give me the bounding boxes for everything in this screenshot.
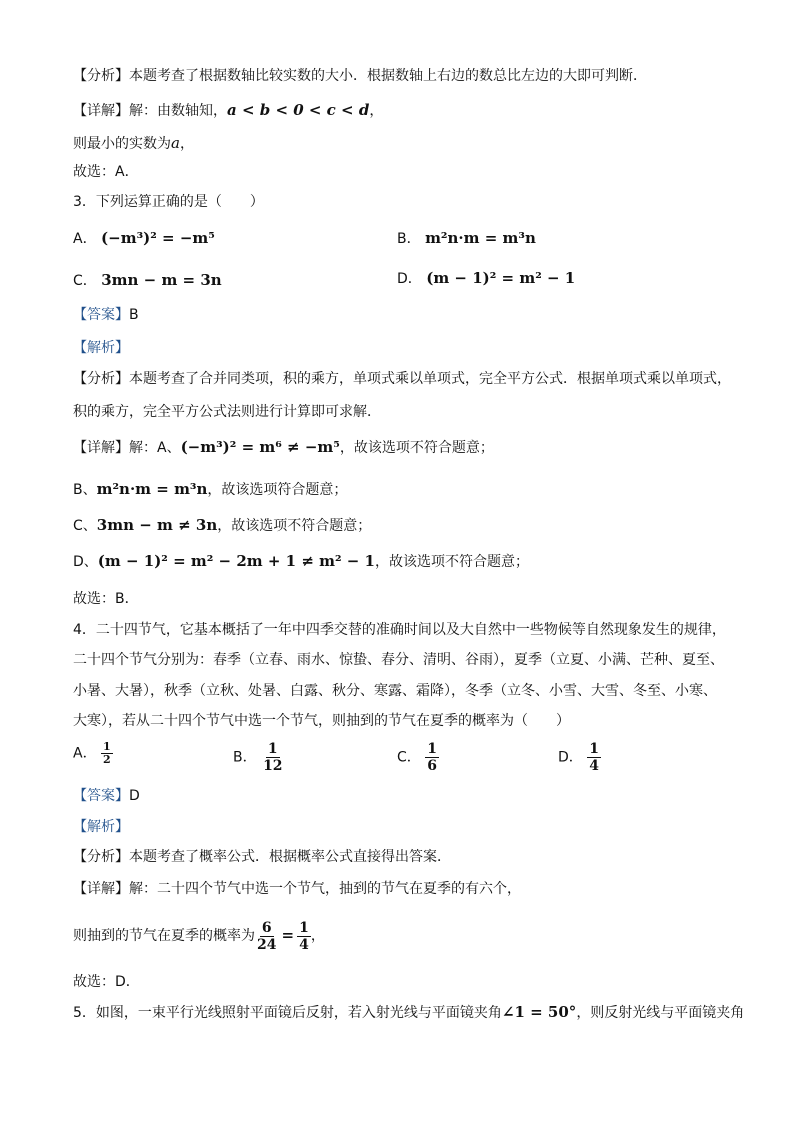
analysis-tag: 【分析】 — [73, 849, 129, 865]
detail-text: 解：A、 — [129, 440, 181, 456]
q4-answer — [73, 786, 140, 806]
answer-tag: 【答案】 — [73, 307, 129, 323]
q2-min-line — [73, 133, 194, 154]
q4-stem-2: 二十四个节气分别为：春季（立春、雨水、惊蛰、春分、清明、谷雨），夏季（立夏、小满、芒种、夏至、 — [73, 652, 724, 668]
analysis-tag: 【分析】 — [73, 371, 129, 387]
q4-detail-2 — [73, 915, 325, 956]
q2-conclusion: 故选：A． — [73, 164, 139, 180]
frac-den: 2 — [103, 753, 111, 766]
frac-den: 4 — [299, 936, 309, 953]
fraction — [425, 741, 439, 774]
q4-conclusion: 故选：D． — [73, 974, 140, 990]
frac-den: 4 — [589, 758, 599, 774]
q3-option-c — [73, 270, 222, 291]
option-label: C． — [397, 749, 421, 766]
q4-option-d — [558, 741, 601, 774]
detail-tag: 【详解】 — [73, 440, 129, 456]
fraction — [255, 920, 278, 953]
frac-num: 1 — [267, 741, 278, 757]
frac-num: 1 — [427, 741, 437, 757]
q3-option-a — [73, 228, 215, 249]
q4-detail-1 — [73, 879, 521, 899]
detail-math: (−m³)² = m⁶ ≠ −m⁵ — [180, 438, 340, 456]
detail-tag: 【详解】 — [73, 881, 129, 897]
fraction — [261, 741, 284, 774]
frac-den: 6 — [427, 758, 437, 774]
fraction — [587, 741, 601, 774]
q3-conclusion: 故选：B． — [73, 591, 139, 607]
q3-detail-b — [73, 479, 347, 500]
q2-analysis-line — [73, 66, 647, 86]
detail-text: D、 — [73, 554, 98, 570]
q4-analysis — [73, 847, 451, 867]
detail-text: ，故该选项不符合题意； — [217, 518, 372, 534]
analysis-text: 本题考查了概率公式．根据概率公式直接得出答案． — [129, 849, 451, 865]
answer-value: B — [129, 307, 139, 323]
fraction — [101, 741, 113, 766]
analysis-tag: 【分析】 — [73, 68, 129, 84]
inequality-math: a < b < 0 < c < d — [227, 101, 370, 119]
stem-text: ，则反射光线与平面镜夹角 — [576, 1005, 745, 1021]
punct: ， — [369, 103, 384, 119]
detail-math: 3mn − m ≠ 3n — [96, 516, 218, 534]
q3-detail-c — [73, 515, 371, 536]
stem-text: 5．如图，一束平行光线照射平面镜后反射，若入射光线与平面镜夹角 — [73, 1005, 502, 1021]
option-label: B． — [397, 231, 421, 247]
detail-text: B、 — [73, 482, 97, 498]
option-label: A． — [73, 231, 97, 247]
answer-value: D — [129, 788, 140, 804]
q3-option-d — [397, 268, 575, 289]
q4-option-a — [73, 741, 113, 766]
q3-detail-a — [73, 437, 494, 458]
q3-detail-d — [73, 551, 529, 572]
q4-stem-3: 小暑、大暑），秋季（立秋、处暑、白露、秋分、寒露、霜降），冬季（立冬、小雪、大雪、冬至、小寒、 — [73, 683, 717, 699]
option-label: B． — [233, 749, 257, 766]
angle-math: ∠1 = 50° — [501, 1003, 577, 1021]
option-label: C． — [73, 273, 97, 289]
fraction — [297, 920, 311, 953]
detail-text: 解：二十四个节气中选一个节气，抽到的节气在夏季的有六个， — [129, 881, 521, 897]
frac-num: 6 — [261, 919, 272, 936]
option-math: 3mn − m = 3n — [101, 271, 222, 289]
detail-text: ，故该选项符合题意； — [207, 482, 348, 498]
option-label: D． — [558, 749, 583, 766]
punct: ， — [310, 928, 325, 944]
frac-den: 24 — [257, 936, 277, 953]
equals-sign: = — [281, 926, 295, 944]
detail-text: ，故该选项不符合题意； — [339, 440, 494, 456]
option-math: m²n·m = m³n — [425, 229, 536, 247]
punct: ， — [179, 136, 194, 152]
q3-analysis-line2: 积的乘方，完全平方公式法则进行计算即可求解． — [73, 404, 381, 420]
q4-option-b — [233, 741, 285, 774]
analysis-text: 本题考查了合并同类项，积的乘方，单项式乘以单项式，完全平方公式．根据单项式乘以单项式， — [129, 371, 731, 387]
q2-detail-line — [73, 100, 383, 121]
detail-tag: 【详解】 — [73, 103, 129, 119]
min-text: 则最小的实数为 — [73, 136, 171, 152]
option-math: (−m³)² = −m⁵ — [101, 229, 215, 247]
detail-text: C、 — [73, 518, 97, 534]
frac-num: 1 — [103, 740, 111, 753]
q3-analysis-line1 — [73, 369, 731, 389]
detail-math: (m − 1)² = m² − 2m + 1 ≠ m² − 1 — [97, 552, 375, 570]
q3-solution-tag: 【解析】 — [73, 340, 129, 356]
q4-option-c — [397, 741, 439, 774]
q5-stem — [73, 1002, 744, 1023]
q4-solution-tag: 【解析】 — [73, 819, 129, 835]
q3-option-b — [397, 228, 536, 249]
detail-text: 则抽到的节气在夏季的概率为 — [73, 928, 255, 944]
min-var: a — [171, 134, 180, 152]
detail-math: m²n·m = m³n — [96, 480, 208, 498]
q3-answer — [73, 305, 139, 325]
frac-num: 1 — [589, 741, 599, 757]
answer-tag: 【答案】 — [73, 788, 129, 804]
analysis-text: 本题考查了根据数轴比较实数的大小．根据数轴上右边的数总比左边的大即可判断． — [129, 68, 647, 84]
frac-den: 12 — [263, 758, 283, 774]
detail-text: ，故该选项不符合题意； — [375, 554, 529, 570]
q4-stem-4: 大寒），若从二十四个节气中选一个节气，则抽到的节气在夏季的概率为（ ） — [73, 713, 570, 729]
option-math: (m − 1)² = m² − 1 — [426, 269, 576, 287]
q3-stem: 3．下列运算正确的是（ ） — [73, 194, 264, 210]
option-label: A． — [73, 745, 97, 762]
option-label: D． — [397, 271, 422, 287]
q4-stem-1: 4．二十四节气，它基本概括了一年中四季交替的准确时间以及大自然中一些物候等自然现象发生的规律， — [73, 622, 726, 638]
frac-num: 1 — [299, 919, 309, 936]
detail-text: 解：由数轴知， — [129, 103, 227, 119]
